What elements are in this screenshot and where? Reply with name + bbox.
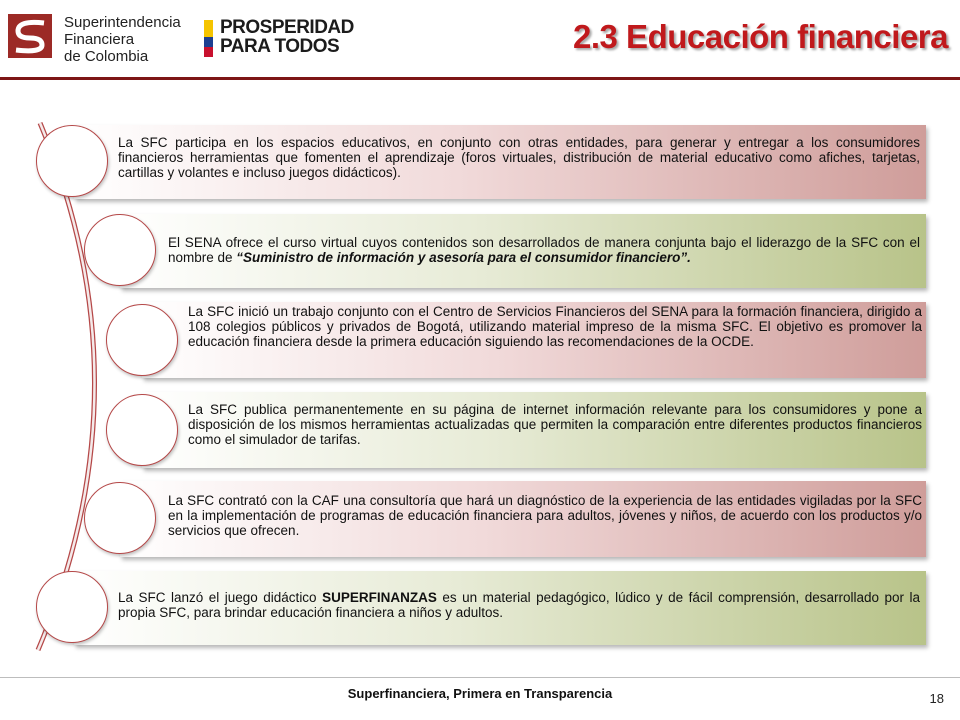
footer-tagline: Superfinanciera, Primera en Transparencia	[347, 686, 613, 701]
item-text: La SFC publica permanentemente en su página de internet información relevante para los consumidores y pone a disposición de los mismos herramientas actualizadas que permiten la comparación entre diferentes productos financieros como el simulador de tarifas.	[188, 402, 922, 448]
item-text: La SFC lanzó el juego didáctico	[118, 590, 323, 605]
item-text: es un material pedagógico, lúdico y de fácil comprensión, desarrollado por la propia SFC, para brindar educación financiera a niños y adultos.	[118, 590, 920, 621]
sfc-logo-text: Superintendencia Financiera de Colombia	[64, 14, 181, 65]
list-item	[74, 125, 926, 199]
prosperidad-logo-text: PROSPERIDAD PARA TODOS	[220, 17, 354, 57]
item-text: La SFC contrató con la CAF una consultoría que hará un diagnóstico de la experiencia de las entidades vigiladas por la SFC en la implementación de programas de educación financiera para adultos, jóvenes y niños, de acuerdo con los productos y/o servicios que ofrecen.	[168, 493, 922, 539]
item-text: La SFC participa en los espacios educativos, en conjunto con otras entidades, para generar y entregar a los consumidores financieros herramientas que fomenten el aprendizaje (foros virtuales, distribución de material educativo como afiches, tarjetas, cartillas y volantes e incluso juegos didácticos).	[118, 135, 920, 181]
item-text: La SFC inició un trabajo conjunto con el Centro de Servicios Financieros del SENA para la formación financiera, dirigido a 108 colegios públicos y privados de Bogotá, utilizando material impreso de la misma SFC. El objetivo es promover la educación financiera desde la primera educación siguiendo las recomendaciones de la OCDE.	[188, 304, 922, 350]
page-title: 2.3 Educación financiera	[573, 18, 948, 55]
item-bullet-circle	[84, 214, 156, 286]
item-bullet-circle	[106, 304, 178, 376]
list-item	[120, 481, 926, 557]
item-text: El SENA ofrece el curso virtual cuyos contenidos son desarrollados de manera conjunta bajo el liderazgo de la SFC con el nombre de	[168, 235, 920, 266]
item-bullet-circle	[36, 571, 108, 643]
list-item	[142, 392, 926, 468]
list-item	[74, 571, 926, 645]
page-number: 18	[929, 691, 944, 706]
item-bullet-circle	[106, 394, 178, 466]
item-bullet-circle	[36, 125, 108, 197]
item-course-name: “Suministro de información y asesoría para el consumidor financiero”.	[236, 250, 691, 266]
footer-divider	[0, 677, 960, 678]
item-bullet-circle	[84, 482, 156, 554]
list-item	[120, 214, 926, 288]
superfinanzas-name: SUPERFINANZAS	[322, 590, 437, 605]
list-item	[142, 302, 926, 378]
